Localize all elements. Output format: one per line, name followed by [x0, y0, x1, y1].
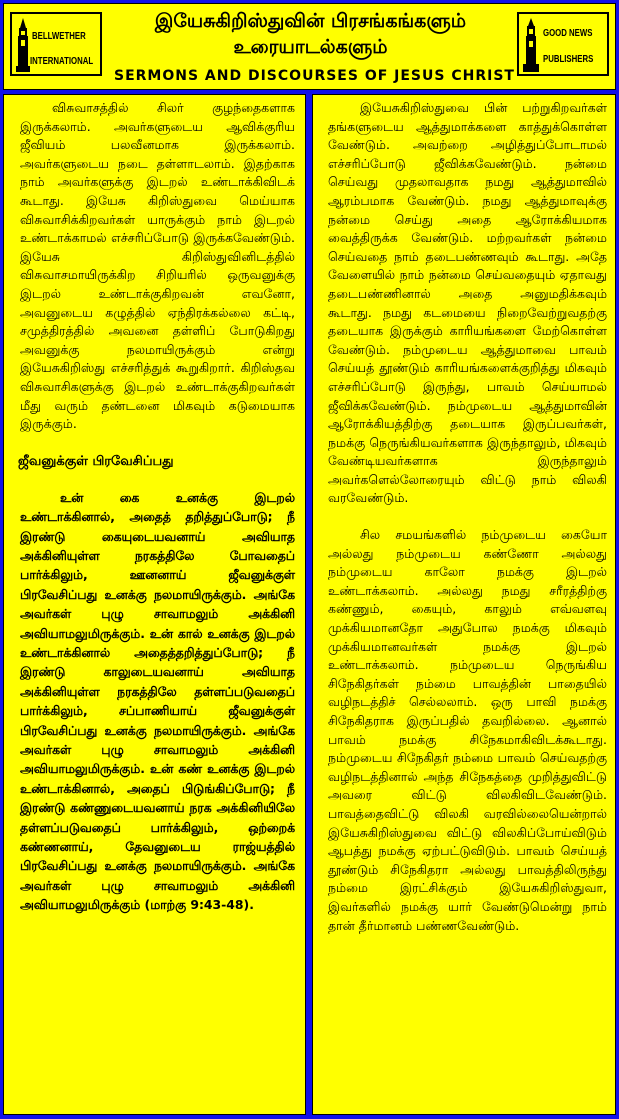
logo-left-line2: INTERNATIONAL: [30, 56, 94, 67]
scripture-quote: [20, 488, 295, 915]
good-news-logo: [517, 12, 609, 76]
right-paragraph-1: இயேசுகிறிஸ்துவை பின் பற்றுகிறவர்கள் தங்களுடைய ஆத்துமாக்களை காத்துக்கொள்ள வேண்டும். அவற்றை அழித்துப்போடாமல் எச்சரிப்போடு ஜீவிக்கவேண்டும். நன்மை செய்வது முதலாவதாக நமது ஆத்துமாவில் ஆரம்பமாக வேண்டும். நமது ஆத்துமாவுக்கு நன்மை செய்து அதை ஆரோக்கியமாக வைத்திருக்க வேண்டும். மற்றவர்கள் நன்மை செய்வதை நாம் தடைபண்ணவும் கூடாது. அதே வேளையில் நாம் நன்மை செய்வதையும் ஏதாவது தடைபண்ணினால் அதை அனுமதிக்கவும் கூடாது. நமது கடமையை நிறைவேற்றுவதற்கு தடையாக இருக்கும் காரியங்களை மேற்கொள்ள வேண்டும். நம்முடைய ஆத்துமாவை பாவம் செய்யத் தூண்டும் காரியங்களைக்குறித்து மிகவும் எச்சரிப்போடு இருந்து, பாவம் செய்யாமல் ஜீவிக்கவேண்டும். நம்முடைய ஆத்துமாவின் ஆரோக்கியத்திற்கு தடையாக இருப்பவர்கள், நமக்கு நெருங்கியவர்களாக இருந்தாலும், மிகவும் வேண்டியவர்களாக இருந்தாலும் அவர்களெல்லோரையும் விட்டு நாம் விலகி வரவேண்டும்.: [328, 100, 607, 506]
tower-icon: [522, 18, 540, 72]
bellwether-logo: [10, 12, 102, 76]
left-column: [3, 94, 306, 1115]
page-header: [3, 3, 616, 90]
logo-right-line1: GOOD NEWS: [543, 28, 593, 39]
right-paragraph-2: சில சமயங்களில் நம்முடைய கையோ அல்லது நம்முடைய கண்ணோ அல்லது நம்முடைய காலோ நமக்கு இடறல் உண்டாக்கலாம். அல்லது நமது சரீரத்திற்கு கண்ணும், கையும், காலும் எவ்வளவு முக்கியமானதோ அதுபோல நமக்கு மிகவும் முக்கியமானவர்கள் நமக்கு இடறல் உண்டாக்கலாம். நம்முடைய நெருங்கிய சிநேகிதர்கள் நம்மை பாவத்தின் பாதையில் வழிநடத்திச் செல்லலாம். ஒரு பாவி நமக்கு சிநேகிதராக இருப்பதில் தவறில்லை. ஆனால் பாவம் நமக்கு சிநேகமாகிவிடக்கூடாது. நம்முடைய சிநேகிதர் நம்மை பாவம் செய்வதற்கு வழிநடத்தினால் அந்த சிநேகத்தை முறித்துவிட்டு அவரை விட்டு விலகிவிடவேண்டும். பாவத்தைவிட்டு விலகி வரவில்லையென்றால் இயேசுகிறிஸ்துவை விட்டு விலகிப்போய்விடும் ஆபத்து நமக்கு ஏற்பட்டுவிடும். பாவம் செய்யத் தூண்டும் சிநேகிதரா அல்லது பாவத்திலிருந்து நம்மை இரட்சிக்கும் இயேசுகிறிஸ்துவா, இவர்களில் நமக்கு யார் வேண்டுமென்று நாம் தான் தீர்மானம் பண்ணவேண்டும்.: [328, 527, 607, 933]
title-tamil-line1: இயேசுகிறிஸ்துவின் பிரசங்கங்களும்: [154, 10, 467, 32]
logo-left-line1: BELLWETHER: [32, 31, 86, 42]
title-tamil-line2: உரையாடல்களும்: [233, 36, 388, 58]
left-paragraph-1: விசுவாசத்தில் சிலர் குழந்தைகளாக இருக்கலாம். அவர்களுடைய ஆவிக்குரிய ஜீவியம் பலவீனமாக இருக்கலாம். அவர்களுடைய நடை தள்ளாடலாம். இதற்காக நாம் அவர்களுக்கு இடறல் உண்டாக்கிவிடக் கூடாது. இயேசு கிறிஸ்துவை மெய்யாக விசுவாசிக்கிறவர்கள் யாருக்கும் நாம் இடறல் உண்டாக்காமல் எச்சரிப்போடு இருக்கவேண்டும். இயேசு கிறிஸ்துவினிடத்தில் விசுவாசமாயிருக்கிற சிறியரில் ஒருவனுக்கு இடறல் உண்டாக்குகிறவன் எவனோ, அவனுடைய கழுத்தில் ஏந்திரக்கல்லை கட்டி, சமுத்திரத்தில் அவனை தள்ளிப் போடுகிறது அவனுக்கு நலமாயிருக்கும் என்று இயேசுகிறிஸ்து எச்சரித்துக் கூறுகிறார். கிறிஸ்தவ விசுவாசிகளுக்கு இடறல் உண்டாக்குகிறவர்கள் மீது வரும் தண்டனை மிகவும் கடுமையாக இருக்கும்.: [20, 100, 295, 432]
right-column: [312, 94, 616, 1115]
scripture-quote-text: உன் கை உனக்கு இடறல் உண்டாக்கினால், அதைத் தறித்துப்போடு; நீ இரண்டு கையுடையவனாய் அவியாத அக்கினியுள்ள நரகத்திலே போவதைப் பார்க்கிலும், ஊனனாய் ஜீவனுக்குள் பிரவேசிப்பது உனக்கு நலமாயிருக்கும். அங்கே அவர்கள் புழு சாவாமலும் அக்கினி அவியாமலுமிருக்கும். உன் கால் உனக்கு இடறல் உண்டாக்கினால் அதைத்தறித்துப்போடு; நீ இரண்டு காலுடையவனாய் அவியாத அக்கினியுள்ள நரகத்திலே தள்ளப்படுவதைப் பார்க்கிலும், சப்பாணியாய் ஜீவனுக்குள் பிரவேசிப்பது உனக்கு நலமாயிருக்கும். அங்கே அவர்கள் புழு சாவாமலும் அக்கினி அவியாமலுமிருக்கும். உன் கண் உனக்கு இடறல் உண்டாக்கினால், அதைப் பிடுங்கிப்போடு; நீ இரண்டு கண்ணுடையவனாய் நரக அக்கினியிலே தள்ளப்படுவதைப் பார்க்கிலும், ஒற்றைக் கண்ணனாய், தேவனுடைய ராஜ்யத்தில் பிரவேசிப்பது உனக்கு நலமாயிருக்கும். அங்கே அவர்கள் புழு சாவாமலும் அக்கினி அவியாமலுமிருக்கும் (மாற்கு 9:43-48).: [20, 489, 295, 913]
title-english: SERMONS AND DISCOURSES OF JESUS CHRIST: [114, 68, 515, 84]
logo-right-line2: PUBLISHERS: [543, 54, 594, 65]
bell-tower-icon: [15, 18, 31, 72]
section-heading: ஜீவனுக்குள் பிரவேசிப்பது: [18, 453, 174, 469]
